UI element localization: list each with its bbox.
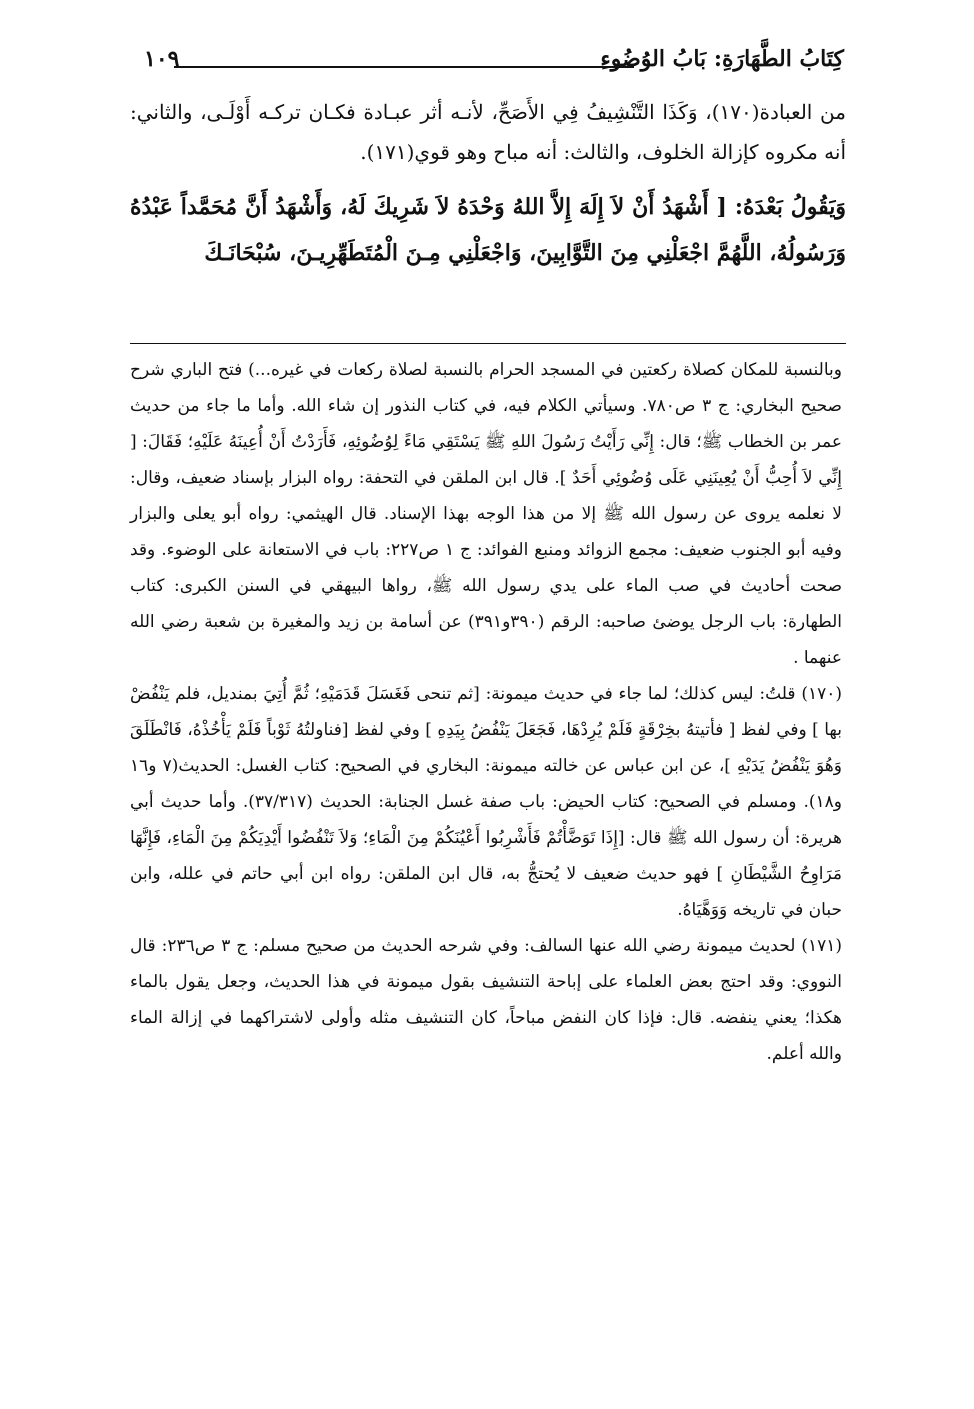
footnotes <box>130 352 842 1072</box>
running-title: كِتَابُ الطَّهَارَةِ: بَابُ الوُضُوءِ <box>600 46 844 72</box>
page-number: ١٠٩ <box>144 46 180 72</box>
footnote-170 <box>130 676 842 928</box>
footnote-170-text: قلتُ: ليس كذلك؛ لما جاء في حديث ميمونة: [ثم تنحى فَغَسَلَ قَدَمَيْهِ؛ ثُمَّ أُتِيَ بمنديل، فلم يَنْفُضْ بها ] وفي لفظ [ فأتيتهُ بخِرْقَةٍ فَلَمْ يُرِدْهَا، فَجَعَلَ يَنْفُضُ بِيَدِهِ ] وفي لفظ [فناولتُهُ ثَوْباً فَلَمْ يَأْخُذْهُ، فَانْطَلَقَ وَهُوَ يَنْفُضُ يَدَيْهِ ]، عن ابن عباس عن خالته ميمونة: البخاري في الصحيح: كتاب الغسل: الحديث(٧ و١٦ و١٨). ومسلم في الصحيح: كتاب الحيض: باب صفة غسل الجنابة: الحديث (٣٧/٣١٧). وأما حديث أبي هريرة: أن رسول الله ﷺ قال: [إِذَا تَوَضَّأْتُمْ فَأَشْرِبُوا أَعْيُنَكُمْ مِنَ الْمَاءِ؛ وَلاَ تَنْفُضُوا أَيْدِيَكُمْ مِنَ الْمَاءِ، فَإِنَّهَا مَرَاوِحُ الشَّيْطَانِ ] فهو حديث ضعيف لا يُحتجُّ به، قال ابن الملقن: رواه ابن أبي حاتم في علله، وابن حبان في تاريخه وَوَهَّيَاهُ. <box>130 684 842 920</box>
footnote-continuation: وبالنسبة للمكان كصلاة ركعتين في المسجد الحرام بالنسبة لصلاة ركعات في غيره...) فتح الباري شرح صحيح البخاري: ج ٣ ص٧٨٠. وسيأتي الكلام فيه، في كتاب النذور إن شاء الله. وأما ما جاء من حديث عمر بن الخطاب ﷺ؛ قال: إِنِّي رَأَيْتُ رَسُولَ اللهِ ﷺ يَسْتَقِي مَاءً لِوُضُوئِهِ، فَأَرَدْتُ أَنْ أُعِينَهُ عَلَيْهِ؛ فَقَالَ: [ إِنِّي لاَ أُحِبُّ أَنْ يُعِينَنِي عَلَى وُضُوئِي أَحَدٌ ]. قال ابن الملقن في التحفة: رواه البزار بإسناد ضعيف، وقال: لا نعلمه يروى عن رسول الله ﷺ إلا من هذا الوجه بهذا الإسناد. قال الهيثمي: رواه أبو يعلى والبزار وفيه أبو الجنوب ضعيف: مجمع الزوائد ومنبع الفوائد: ج ١ ص٢٢٧: باب في الاستعانة على الوضوء. وقد صحت أحاديث في صب الماء على يدي رسول الله ﷺ، رواها البيهقي في السنن الكبرى: كتاب الطهارة: باب الرجل يوضئ صاحبه: الرقم (٣٩٠و٣٩١) عن أسامة بن زيد والمغيرة بن شعبة رضي الله عنهما . <box>130 360 843 668</box>
page-header <box>132 42 844 82</box>
main-text <box>130 92 846 276</box>
footnote-171-number: (١٧١) <box>801 936 842 956</box>
header-rule <box>174 66 634 68</box>
main-paragraph: من العبادة(١٧٠)، وَكَذَا التَّنْشِيفُ فِي الأَصَحِّ، لأنـه أثر عبـادة فكـان تركـه أَوْلَـى، والثاني: أنه مكروه كإزالة الخلوف، والثالث: أنه مباح وهو قوي(١٧١). <box>130 100 846 164</box>
hadith-text: وَيَقُولُ بَعْدَهُ: [ أَشْهَدُ أَنْ لاَ إِلَهَ إِلاَّ اللهُ وَحْدَهُ لاَ شَرِيكَ لَهُ، وَأَشْهَدُ أَنَّ مُحَمَّداً عَبْدُهُ وَرَسُولُهُ، اللَّهُمَّ اجْعَلْنِي مِنَ التَّوَّابِينَ، وَاجْعَلْنِي مِـنَ الْمُتَطَهِّرِيـنَ، سُبْحَانَـكَ <box>130 194 846 266</box>
footnote-separator <box>130 343 846 344</box>
footnote-171 <box>130 928 842 1072</box>
footnote-170-number: (١٧٠) <box>801 684 842 704</box>
footnote-171-text: لحديث ميمونة رضي الله عنها السالف: وفي شرحه الحديث من صحيح مسلم: ج ٣ ص٢٣٦: قال النووي: وقد احتج بعض العلماء على إباحة التنشيف بقول ميمونة في هذا الحديث، وجعل يقول بالماء هكذا؛ يعني ينفضه. قال: فإذا كان النفض مباحاً، كان التنشيف مثله وأولى لاشتراكهما في إزالة الماء والله أعلم. <box>130 936 842 1064</box>
